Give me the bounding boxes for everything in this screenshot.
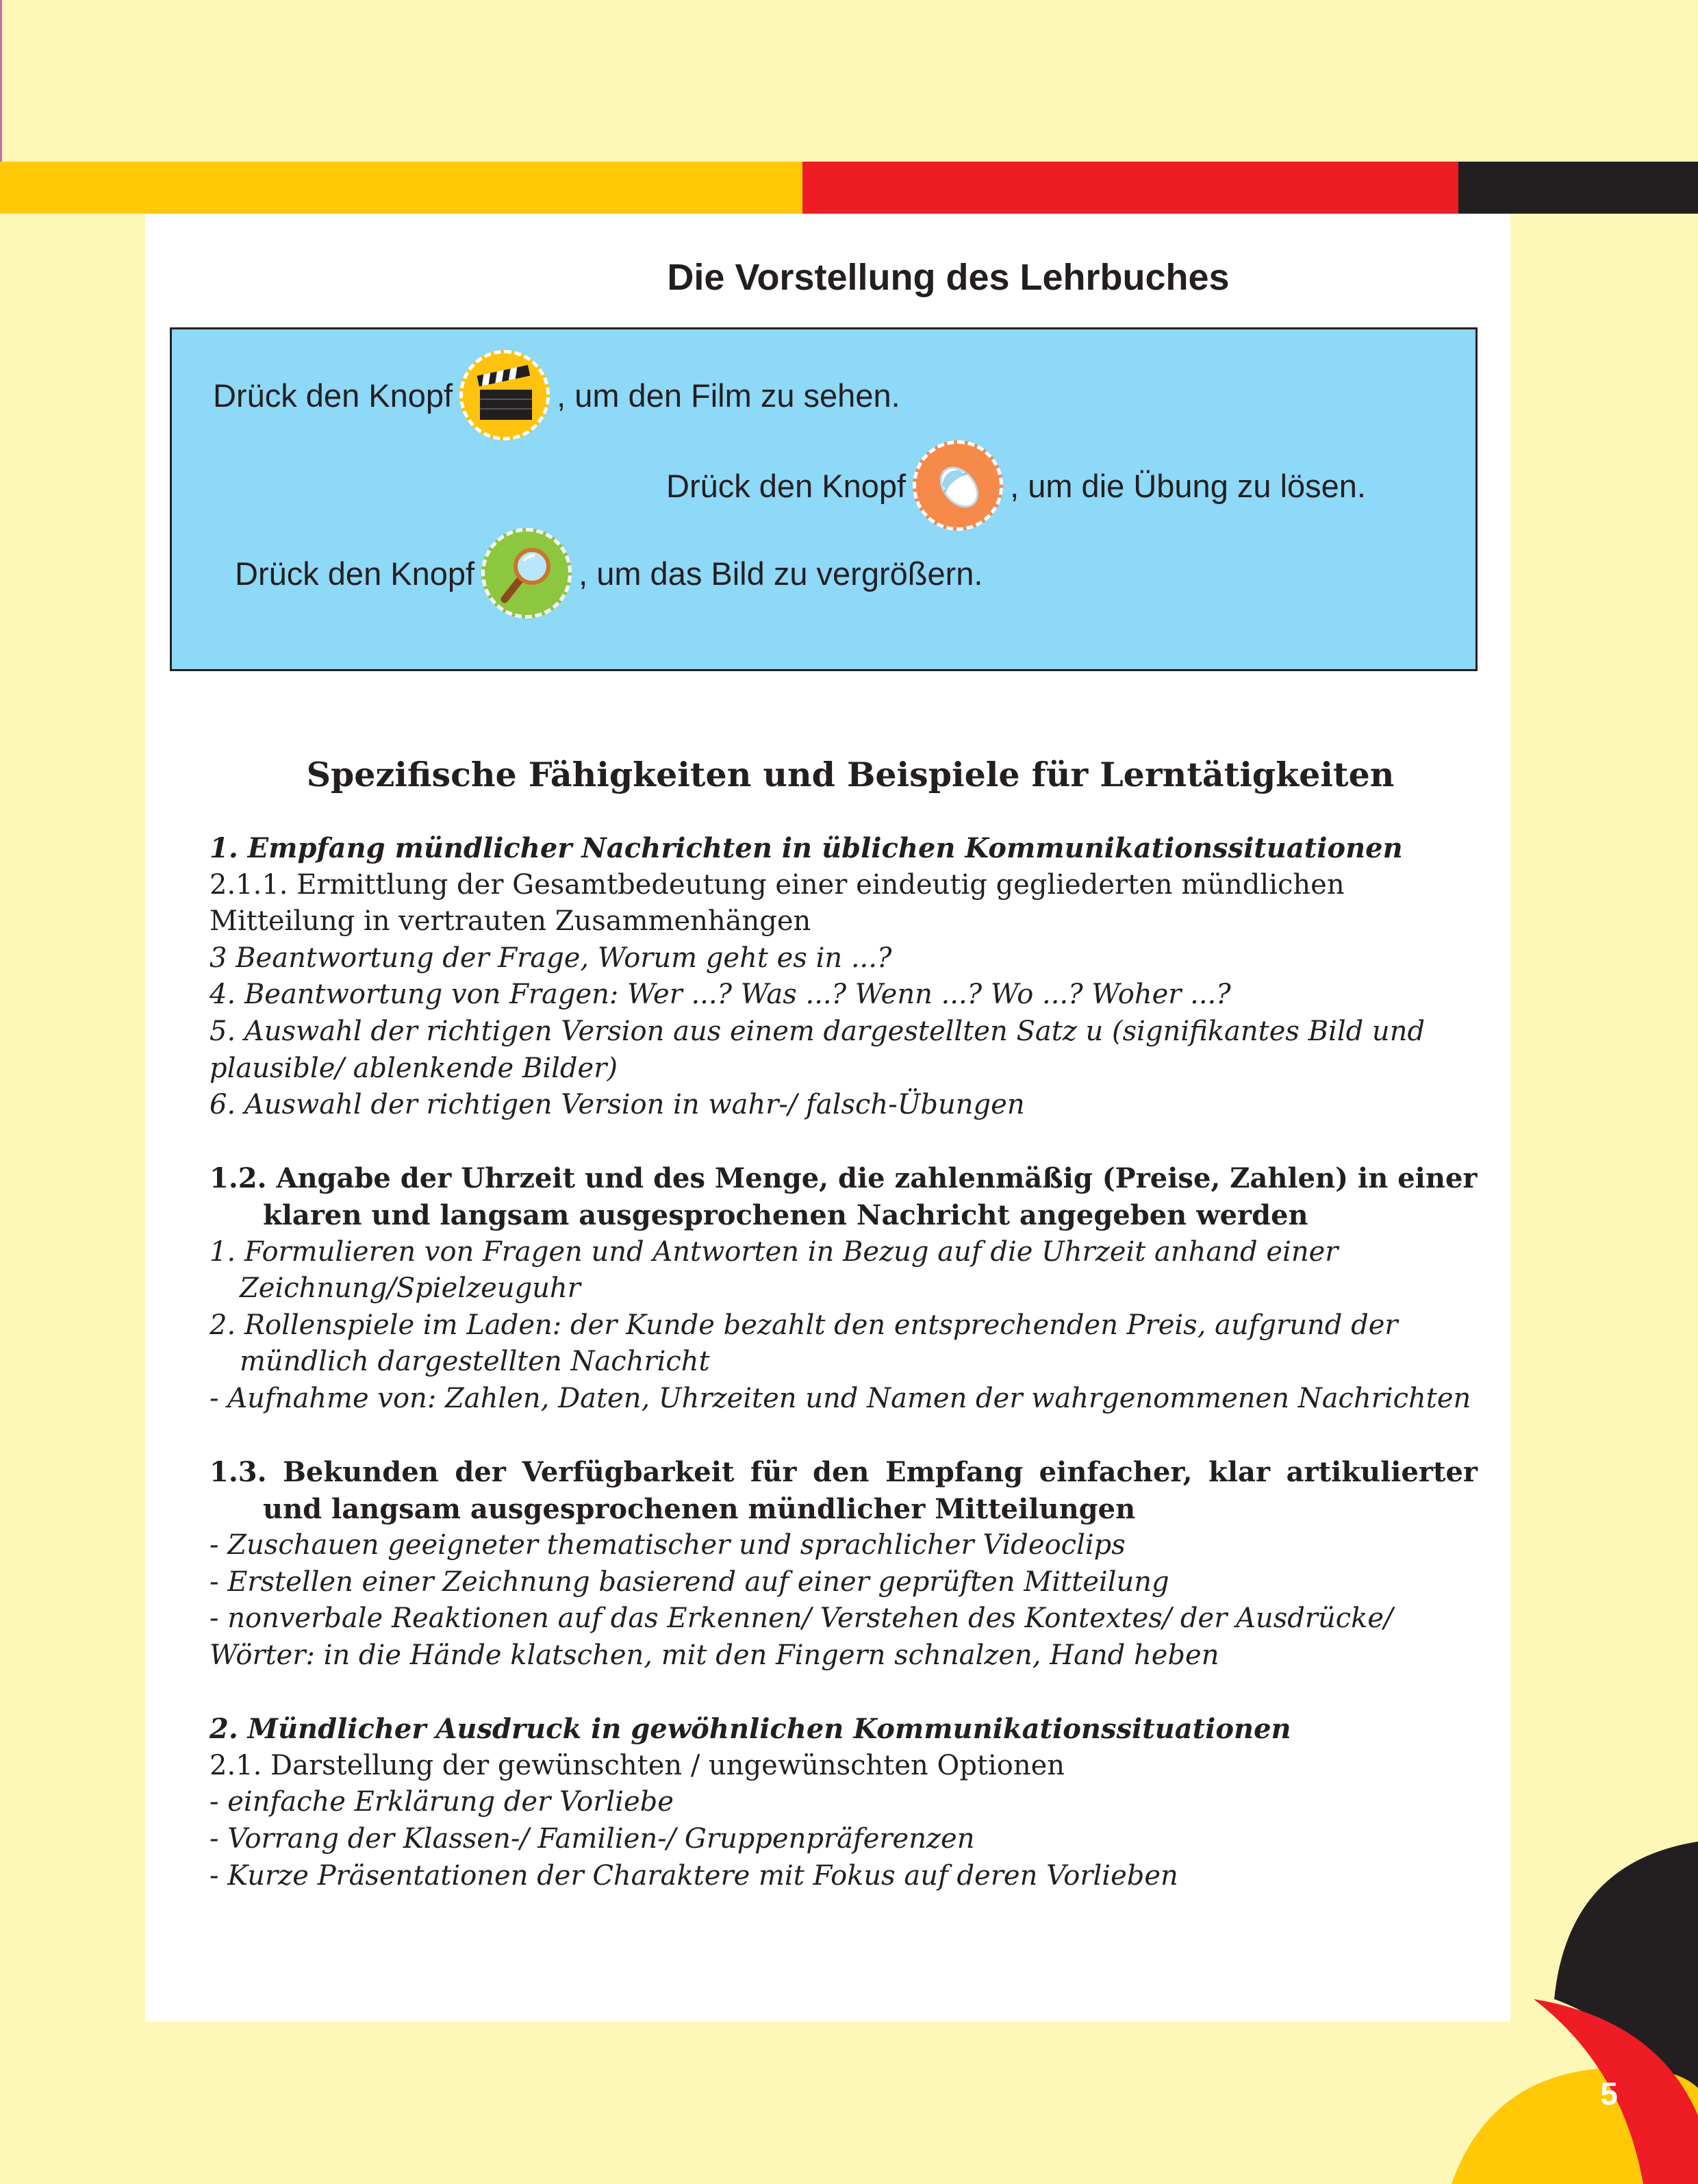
list-item: 1. Formulieren von Fragen und Antworten in Bezug auf die Uhrzeit anhand einer Zeichnung/Spielzeuguhr [210, 1235, 1339, 1305]
list-item: - Vorrang der Klassen-/ Familien-/ Gruppenpräferenzen [210, 1823, 975, 1855]
list-item: - Kurze Präsentationen der Charaktere mit Fokus auf deren Vorlieben [210, 1859, 1178, 1892]
list-item: 2. Rollenspiele im Laden: der Kunde bezahlt den entsprechenden Preis, aufgrund der mündlich dargestellten Nachricht [210, 1309, 1398, 1378]
list-item: 5. Auswahl der richtigen Version aus einem dargestellten Satz u (signifikantes Bild und plausible/ ablenkende Bilder) [210, 1015, 1425, 1084]
legend-text-after: , um das Bild zu vergrößern. [579, 555, 983, 592]
legend-text-before: Drück den Knopf [235, 555, 475, 592]
list-item: - Aufnahme von: Zahlen, Daten, Uhrzeiten und Namen der wahrgenommenen Nachrichten [210, 1382, 1471, 1414]
legend-text-before: Drück den Knopf [666, 467, 907, 504]
block2-heading: 1.2. Angabe der Uhrzeit und des Menge, die zahlenmäßig (Preise, Zahlen) in einer klaren und langsam ausgesprochenen Nachricht angegeben werden [210, 1162, 1478, 1231]
list-item: - Zuschauen geeigneter thematischer und sprachlicher Videoclips [210, 1529, 1126, 1561]
button-legend-box [170, 327, 1478, 671]
header-stripe-black [1458, 162, 1698, 214]
section-title: Spezifische Fähigkeiten und Beispiele für Lerntätigkeiten [306, 755, 1395, 794]
header-stripe-red [802, 162, 1458, 214]
mouse-icon[interactable] [913, 440, 1003, 531]
legend-item-exercise [666, 440, 1366, 531]
legend-text-after: , um die Übung zu lösen. [1010, 467, 1367, 504]
header-stripe-yellow [0, 162, 802, 214]
left-edge-line [0, 0, 2, 162]
block4-heading: 2. Mündlicher Ausdruck in gewöhnlichen Kommunikationssituationen [210, 1713, 1291, 1746]
legend-text-before: Drück den Knopf [213, 377, 453, 414]
block3-heading: 1.3. Bekunden der Verfügbarkeit für den Empfang einfacher, klar artikulierter und langsam ausgesprochenen mündlicher Mitteilungen [210, 1456, 1478, 1525]
clapperboard-icon[interactable] [459, 350, 550, 440]
list-item: 6. Auswahl der richtigen Version in wahr-/ falsch-Übungen [210, 1089, 1025, 1121]
list-item: 3 Beantwortung der Frage, Worum geht es in ...? [210, 942, 892, 974]
list-item: 4. Beantwortung von Fragen: Wer ...? Was ...? Wenn ...? Wo ...? Woher ...? [210, 979, 1231, 1011]
list-item: - einfache Erklärung der Vorliebe [210, 1786, 674, 1818]
legend-item-film [213, 350, 900, 440]
legend-text-after: , um den Film zu sehen. [557, 377, 900, 414]
page-title: Die Vorstellung des Lehrbuches [667, 257, 1230, 298]
list-item: - Erstellen einer Zeichnung basierend auf einer geprüften Mitteilung [210, 1566, 1169, 1598]
block1-sub: 2.1.1. Ermittlung der Gesamtbedeutung einer eindeutig gegliederten mündlichen Mitteilung in vertrauten Zusammenhängen [210, 868, 1345, 938]
content-panel [145, 214, 1510, 2022]
legend-item-zoom [235, 528, 983, 618]
magnifier-icon[interactable] [481, 528, 572, 618]
corner-decoration [1452, 1842, 1698, 2184]
page-number: 5 [1600, 2076, 1618, 2111]
list-item: - nonverbale Reaktionen auf das Erkennen/ Verstehen des Kontextes/ der Ausdrücke/ Wörter: in die Hände klatschen, mit den Fingern schnalzen, Hand heben [210, 1603, 1393, 1672]
skills-content [210, 830, 1478, 1894]
block1-heading: 1. Empfang mündlicher Nachrichten in üblichen Kommunikationssituationen [210, 832, 1403, 864]
block4-sub: 2.1. Darstellung der gewünschten / ungewünschten Optionen [210, 1749, 1065, 1781]
